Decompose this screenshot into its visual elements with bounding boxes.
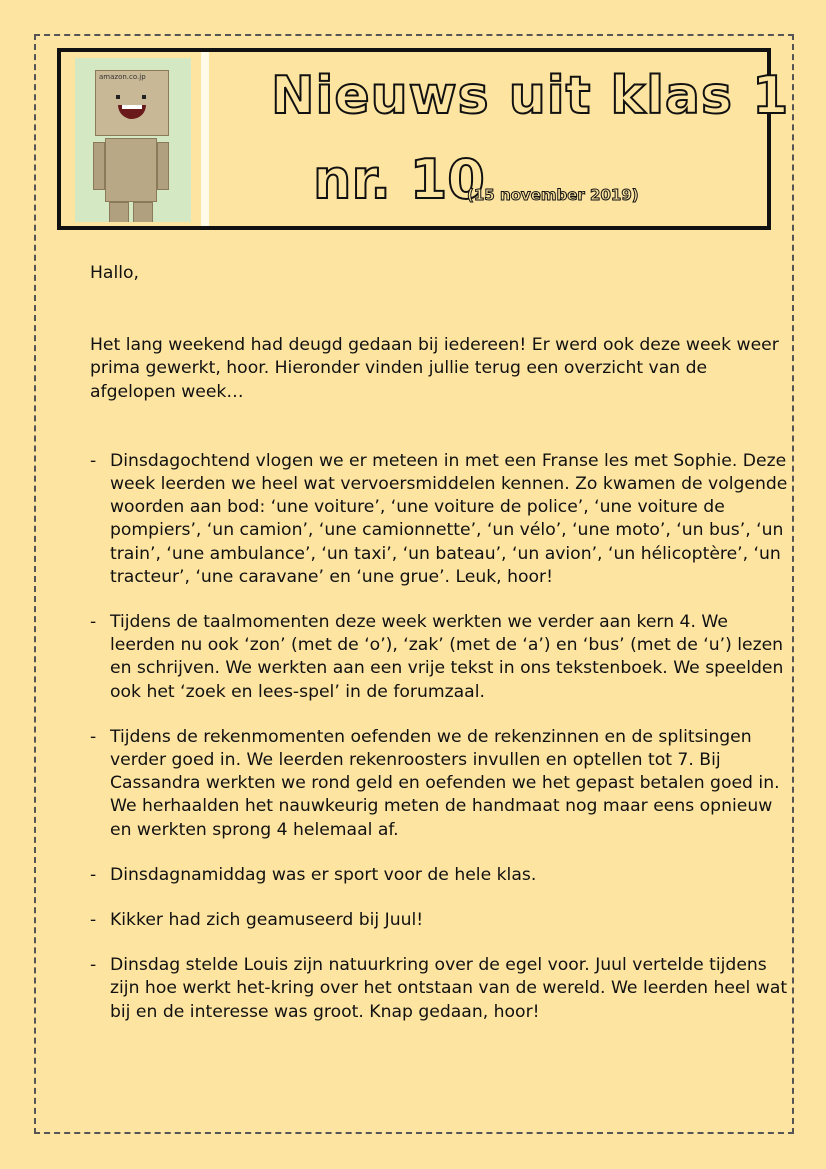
bullet-dash: - <box>90 910 97 931</box>
list-item <box>90 611 790 704</box>
bullet-dash: - <box>90 450 97 471</box>
robot-eye <box>116 95 120 99</box>
photo-divider <box>201 52 209 226</box>
greeting: Hallo, <box>90 263 139 283</box>
bullet-dash: - <box>90 726 97 747</box>
list-item <box>90 450 790 589</box>
bullet-dash: - <box>90 864 97 885</box>
list-item-text: Dinsdagnamiddag was er sport voor de hele klas. <box>110 864 537 885</box>
intro-paragraph: Het lang weekend had deugd gedaan bij iedereen! Er werd ook deze week weer prima gewerkt, hoor. Hieronder vinden jullie terug een overzicht van de afgelopen week… <box>90 335 779 402</box>
list-item-text: Tijdens de rekenmomenten oefenden we de rekenzinnen en de splitsingen verder goed in. We leerden rekenroosters invullen en optellen tot 7. Bij Cassandra werkten we rond geld en oefenden we het gepast betalen goed in. We herhaalden het nauwkeurig meten de handmaat nog maar eens opnieuw en werkten sprong 4 helemaal af. <box>110 726 780 840</box>
list-item-text: Dinsdag stelde Louis zijn natuurkring over de egel voor. Juul vertelde tijdens zijn hoe werkt het-kring over het ontstaan van de wereld. We leerden heel wat bij en de interesse was groot. Knap gedaan, hoor! <box>110 955 788 1022</box>
list-item <box>90 909 790 932</box>
list-item <box>90 954 790 1024</box>
list-item-text: Dinsdagochtend vlogen we er meteen in met een Franse les met Sophie. Deze week leerden we heel wat vervoersmiddelen kennen. Zo kwamen de volgende woorden aan bod: ‘une voiture’, ‘une voiture de police’, ‘une voiture de pompiers’, ‘un camion’, ‘une camionnette’, ‘un vélo’, ‘une moto’, ‘un bus’, ‘un train’, ‘une ambulance’, ‘un taxi’, ‘un bateau’, ‘un avion’, ‘un hélicoptère’, ‘un tracteur’, ‘une caravane’ en ‘une grue’. Leuk, hoor! <box>110 450 788 587</box>
list-item <box>90 726 790 842</box>
robot-teeth <box>122 105 142 109</box>
robot-photo <box>75 58 191 222</box>
robot-head <box>95 70 169 136</box>
issue-number: nr. 10 <box>313 148 485 211</box>
photo-brand-text: amazon.co.jp <box>99 73 146 81</box>
robot-leg <box>109 202 129 222</box>
robot-arm <box>157 142 169 190</box>
list-item-text: Tijdens de taalmomenten deze week werkten we verder aan kern 4. We leerden nu ook ‘zon’ (met de ‘o’), ‘zak’ (met de ‘a’) en ‘bus’ (met de ‘u’) lezen en schrijven. We werkten aan een vrije tekst in ons tekstenboek. We speelden ook het ‘zoek en lees-spel’ in de forumzaal. <box>110 612 784 702</box>
bullet-dash: - <box>90 955 97 976</box>
list-item-text: Kikker had zich geamuseerd bij Juul! <box>110 910 424 931</box>
issue-date: (15 november 2019) <box>467 186 639 204</box>
robot-eye <box>142 95 146 99</box>
newsletter-header <box>57 48 790 230</box>
newsletter-title: Nieuws uit klas 1 <box>271 66 790 126</box>
robot-arm <box>93 142 105 190</box>
robot-body <box>105 138 157 202</box>
list-item <box>90 864 790 887</box>
newsletter-body <box>90 262 790 1046</box>
news-items-list <box>90 450 790 1024</box>
bullet-dash: - <box>90 612 97 633</box>
robot-leg <box>133 202 153 222</box>
